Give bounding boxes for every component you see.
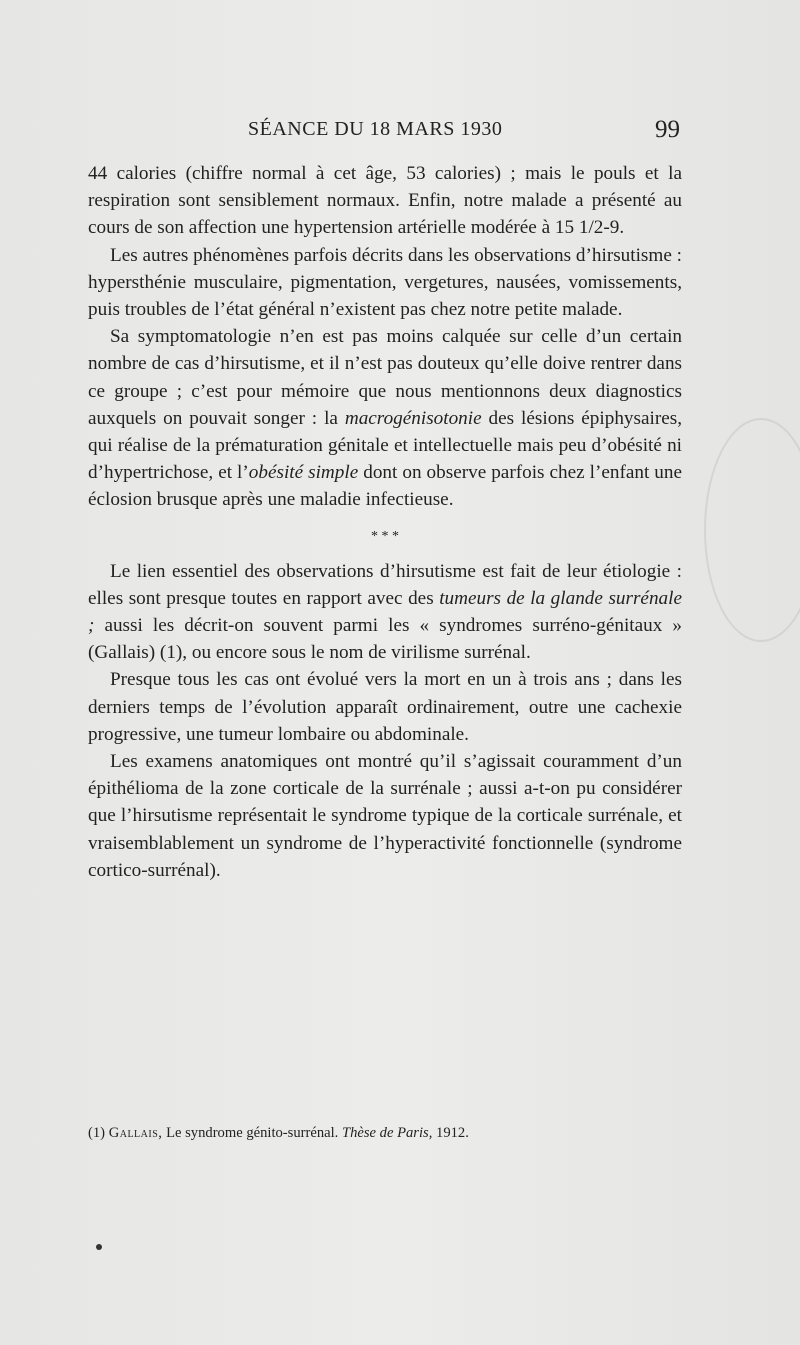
section-separator: * * * <box>371 528 399 544</box>
page-number: 99 <box>655 116 680 143</box>
ink-dot <box>96 1244 102 1250</box>
page-header <box>88 118 680 150</box>
footnote-author: Gallais, <box>108 1125 163 1141</box>
paragraph: Les examens anatomiques ont montré qu’il s’agissait couramment d’un épithélioma de la zone corticale de la surrénale ; aussi a-t-on pu considérer que l’hirsutisme représentait le syndrome typique de la corticale surrénale, et vraisemblablement un syndrome de l’hyperactivité fonctionnelle (syndrome cortico-surrénal). <box>88 751 682 881</box>
running-head: SÉANCE DU 18 MARS 1930 <box>248 118 503 140</box>
paragraph: Presque tous les cas ont évolué vers la mort en un à trois ans ; dans les derniers temps de l’évolution apparaît ordinairement, outre une cachexie progressive, une tumeur lombaire ou abdominale. <box>88 669 682 745</box>
text-run: Le lien essentiel des observations d’hirsutisme est fait de leur étiologie : elles sont presque toutes en rapport avec des <box>88 560 682 609</box>
text-run: des lésions épiphysaires, qui réalise de la prématuration génitale et intellectuelle mais peu d’obésité ni d’hypertrichose, et l’ <box>88 407 682 484</box>
italic-term: macrogénisotonie <box>344 407 482 429</box>
italic-term: tumeurs de la glande surrénale ; <box>88 587 682 637</box>
footnote <box>88 1123 682 1143</box>
footnote-title: Thèse de Paris, <box>341 1125 433 1141</box>
text-run: dont on observe parfois chez l’enfant une éclosion brusque après une maladie infectieuse. <box>88 462 682 511</box>
text-run: Sa symptomatologie n’en est pas moins calquée sur celle d’un certain nombre de cas d’hirsutisme, et il n’est pas douteux qu’elle doive rentrer dans ce groupe ; c’est pour mémoire que nous mentionnons deux diagnostics auxquels on pouvait songer : la <box>88 326 682 429</box>
library-stamp <box>704 418 800 642</box>
italic-term: obésité simple <box>248 462 359 484</box>
footnote-marker: (1) <box>88 1125 106 1141</box>
text-run: aussi les décrit-on souvent parmi les « syndromes surréno-génitaux » (Gallais) (1), ou encore sous le nom de virilisme surrénal. <box>88 615 682 664</box>
paragraph <box>88 323 682 513</box>
footnote-text: Le syndrome génito-surrénal. <box>162 1125 342 1141</box>
paragraph: Les autres phénomènes parfois décrits dans les observations d’hirsutisme : hypersthénie musculaire, pigmentation, vergetures, nausées, vomissements, puis troubles de l’état général n’existent pas chez notre petite malade. <box>88 244 682 321</box>
paragraph: 44 calories (chiffre normal à cet âge, 53 calories) ; mais le pouls et la respiration sont sensiblement normaux. Enfin, notre malade a présenté au cours de son affection une hypertension artérielle modérée à 15 1/2-9. <box>88 163 682 239</box>
body-text <box>88 160 682 884</box>
paragraph <box>88 558 682 667</box>
footnote-year: 1912. <box>432 1125 469 1141</box>
